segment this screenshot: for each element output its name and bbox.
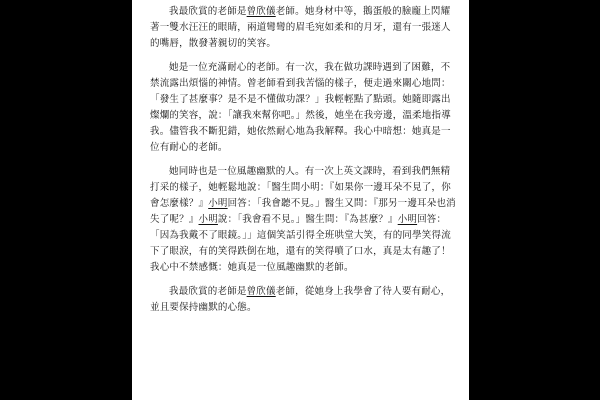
student-name: 小明 <box>198 214 218 225</box>
text-run: 我最欣賞的老師是 <box>169 286 247 297</box>
student-name: 小明 <box>397 214 418 225</box>
text-run: 說：「我會看不見。」醫生問：『為甚麼？』 <box>217 214 398 225</box>
text-run: 她同時也是一位風趣幽默的人。有一次上英文課時，看到我們無精打采的樣子，她輕鬆地說：「醫生問小明：『如果你一邊耳朵不見了，你會怎麼樣？』 <box>150 166 451 209</box>
teacher-name: 曾欣儀 <box>246 286 276 297</box>
paragraph-1 <box>150 4 457 52</box>
text-run: 老師。她身材中等，鵝蛋般的臉龐上閃耀著一雙水汪汪的眼睛，兩道彎彎的眉毛宛如柔和的月牙，還有一張迷人的嘴唇，散發著親切的笑容。 <box>150 6 451 49</box>
student-name: 小明 <box>208 198 228 209</box>
paragraph-3 <box>150 164 457 276</box>
teacher-name: 曾欣儀 <box>246 6 276 17</box>
text-run: 老師，從她身上我學會了待人要有耐心，並且要保持幽默的心態。 <box>150 286 451 313</box>
text-run: 她是一位充滿耐心的老師。有一次，我在做功課時遇到了困難，不禁流露出煩惱的神情。曾老師看到我苦惱的樣子，便走過來關心地問：「發生了甚麼事？是不是不懂做功課？」我輕輕點了點頭。她隨即露出燦爛的笑容，說：「讓我來幫你吧。」然後，她坐在我旁邊，溫柔地指導我。儘管我不斷犯錯，她依然耐心地為我解釋。我心中暗想：她真是一位有耐心的老師。 <box>150 62 451 153</box>
paragraph-2 <box>150 60 457 156</box>
text-run: 回答：「因為我戴不了眼鏡。」」這個笑話引得全班哄堂大笑，有的同學笑得流下了眼淚，有的笑得跌倒在地，還有的笑得噴了口水，真是太有趣了！我心中不禁感慨：她真是一位風趣幽默的老師。 <box>150 214 451 273</box>
document-page <box>132 0 469 400</box>
essay-body <box>150 4 457 324</box>
text-run: 我最欣賞的老師是 <box>169 6 247 17</box>
paragraph-4 <box>150 284 457 316</box>
text-run: 回答：「我會聽不見。」醫生又問：『那另一邊耳朵也消失了呢？』 <box>150 198 456 225</box>
